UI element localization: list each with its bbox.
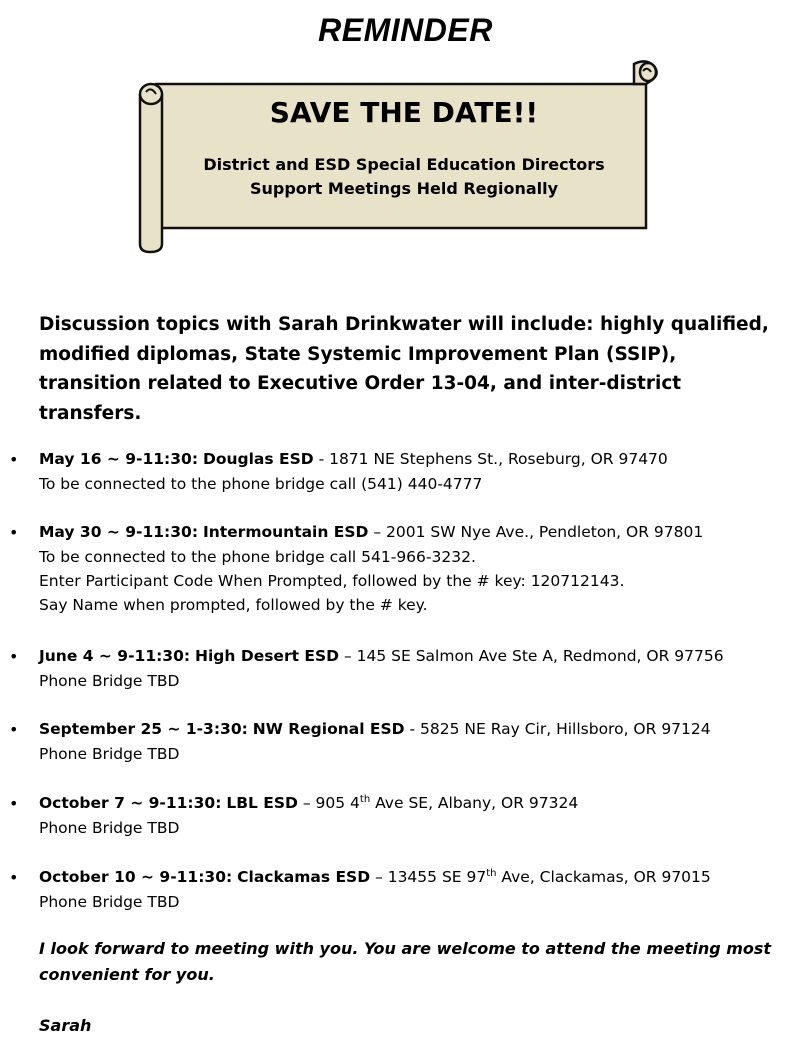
meeting-location: High Desert ESD <box>195 647 340 665</box>
meeting-address <box>303 794 578 812</box>
meeting-datetime: May 30 ~ 9-11:30: <box>39 523 199 541</box>
meeting-address: – 2001 SW Nye Ave., Pendleton, OR 97801 <box>373 523 704 541</box>
page-title: REMINDER <box>318 12 493 48</box>
ordinal-suffix: th <box>359 793 371 805</box>
address-part: Ave, Clackamas, OR 97015 <box>496 868 711 886</box>
bullet-icon: • <box>9 647 19 666</box>
meeting-datetime: June 4 ~ 9-11:30: <box>39 647 191 665</box>
meeting-header <box>39 520 703 545</box>
save-the-date-heading: SAVE THE DATE!! <box>269 96 539 129</box>
meeting-detail: To be connected to the phone bridge call (541) 440-4777 <box>39 475 483 493</box>
meeting-address: – 145 SE Salmon Ave Ste A, Redmond, OR 97756 <box>343 647 724 665</box>
meeting-datetime: October 10 ~ 9-11:30: <box>39 868 233 886</box>
meeting-location: LBL ESD <box>226 794 298 812</box>
meeting-detail: Phone Bridge TBD <box>39 819 180 837</box>
meeting-location: Clackamas ESD <box>237 868 371 886</box>
banner-subtitle-line: District and ESD Special Education Directors <box>203 155 605 174</box>
address-part: – 905 4 <box>302 794 360 812</box>
meeting-location: Douglas ESD <box>202 450 314 468</box>
meeting-datetime: October 7 ~ 9-11:30: <box>39 794 222 812</box>
meeting-detail: Phone Bridge TBD <box>39 745 180 763</box>
address-part: – 13455 SE 97 <box>375 868 487 886</box>
meeting-detail: Say Name when prompted, followed by the # key. <box>39 596 428 614</box>
meeting-header <box>39 791 578 816</box>
meeting-address: - 1871 NE Stephens St., Roseburg, OR 97470 <box>318 450 668 468</box>
meeting-header <box>39 644 724 669</box>
meeting-header <box>39 717 711 742</box>
meeting-header <box>39 447 668 472</box>
bullet-icon: • <box>9 868 19 887</box>
meeting-header <box>39 865 711 890</box>
bullet-icon: • <box>9 450 19 469</box>
bullet-icon: • <box>9 523 19 542</box>
meeting-detail: Phone Bridge TBD <box>39 893 180 911</box>
meeting-detail: Enter Participant Code When Prompted, followed by the # key: 120712143. <box>39 572 625 590</box>
bullet-icon: • <box>9 794 19 813</box>
address-part: Ave SE, Albany, OR 97324 <box>370 794 579 812</box>
meeting-location: NW Regional ESD <box>252 720 405 738</box>
discussion-topics-paragraph: Discussion topics with Sarah Drinkwater will include: highly qualified, modified diplomas, State Systemic Improvement Plan (SSIP), transition related to Executive Order 13-04, and inter-district transfers. <box>39 314 769 424</box>
meeting-address <box>375 868 711 886</box>
bullet-icon: • <box>9 720 19 739</box>
meeting-datetime: May 16 ~ 9-11:30: <box>39 450 199 468</box>
banner-subtitle <box>164 153 644 201</box>
signature: Sarah <box>39 1016 92 1035</box>
closing-message: I look forward to meeting with you. You are welcome to attend the meeting most convenient for you. <box>39 939 772 984</box>
banner-subtitle-line: Support Meetings Held Regionally <box>249 179 559 198</box>
meeting-detail: Phone Bridge TBD <box>39 672 180 690</box>
meeting-address: - 5825 NE Ray Cir, Hillsboro, OR 97124 <box>409 720 711 738</box>
save-the-date-banner <box>134 56 666 256</box>
meeting-datetime: September 25 ~ 1-3:30: <box>39 720 248 738</box>
meeting-location: Intermountain ESD <box>202 523 369 541</box>
ordinal-suffix: th <box>486 867 497 879</box>
meeting-detail: To be connected to the phone bridge call 541-966-3232. <box>39 548 476 566</box>
